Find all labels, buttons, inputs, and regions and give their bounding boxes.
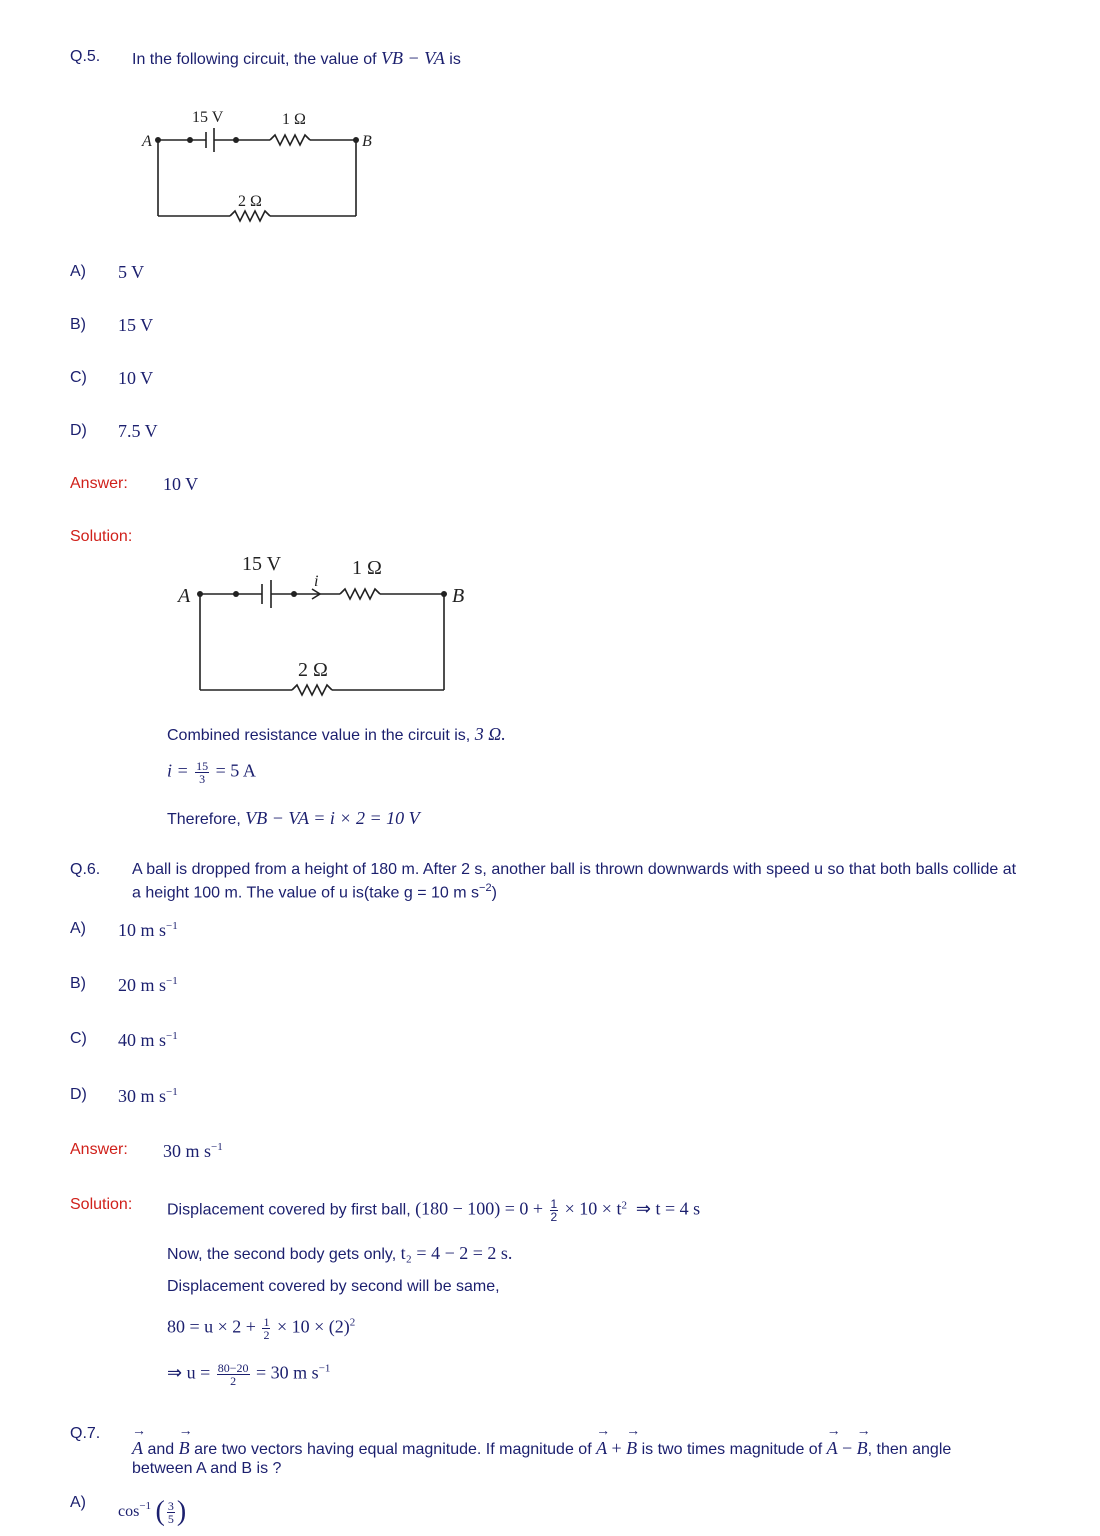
q6-answer-label: Answer: <box>70 1141 128 1158</box>
q6-solution-line3: Displacement covered by second will be same, <box>167 1278 500 1295</box>
q5-option-b-label[interactable]: B) <box>70 316 86 333</box>
q7-vec-a-2: → A <box>596 1438 607 1459</box>
q6-option-d-exp: −1 <box>166 1086 178 1098</box>
q7-vec-b-3: → B <box>857 1438 868 1459</box>
q7-text-6: , then angle <box>867 1441 952 1458</box>
q5-sol-current-label: i <box>314 573 319 590</box>
q6-stem-exp: −2 <box>479 882 492 894</box>
q7-open-paren: ( <box>155 1496 165 1527</box>
q6-stem-end: ) <box>491 884 497 902</box>
q5-solution-line3 <box>167 808 420 829</box>
q5-solution-line1 <box>167 724 506 745</box>
q6-option-a-text: 10 m s <box>118 920 167 940</box>
q6-sol-line1-expr-c: ⇒ t = 4 s <box>635 1198 701 1219</box>
q7-text-2: are two vectors having equal magnitude. If magnitude of <box>194 1441 592 1458</box>
q5-sol-battery-label: 15 V <box>242 553 282 575</box>
q6-sol-line5-exp: −1 <box>318 1362 331 1375</box>
q6-sol-line1-half <box>550 1198 559 1223</box>
q7-option-a-fn-exp: −1 <box>139 1500 152 1513</box>
q6-option-a-value[interactable] <box>118 920 178 941</box>
q6-sol-line4-a: 80 = u × 2 + <box>167 1316 256 1337</box>
q6-stem-line1: A ball is dropped from a height of 180 m. After 2 s, another ball is thrown downwards with speed u so that both balls collide at <box>132 861 1017 878</box>
q5-sol-r-bottom-label: 2 Ω <box>298 659 328 681</box>
q5-sol-line3-expr: VB − VA = i × 2 = 10 V <box>245 808 420 828</box>
q6-solution-line4 <box>167 1316 355 1341</box>
q5-sol-r-top-label: 1 Ω <box>352 557 382 579</box>
q7-plus: + <box>611 1438 622 1458</box>
q7-vec-b-2: → B <box>626 1438 637 1459</box>
q7-option-a-frac <box>167 1500 175 1525</box>
q6-sol4-half-num: 1 <box>263 1315 270 1329</box>
q7-minus: − <box>842 1438 853 1458</box>
q6-sol-line4-b: × 10 × (2) <box>276 1316 350 1337</box>
q6-option-a-exp: −1 <box>166 920 178 932</box>
q5-stem-expr: VB − VA <box>381 48 445 68</box>
q6-sol-line5-a: ⇒ u = <box>167 1362 211 1383</box>
q6-solution-line2 <box>167 1243 512 1264</box>
q6-sol-half-den: 2 <box>550 1210 558 1224</box>
q5-number: Q.5. <box>70 48 101 65</box>
q6-option-b-value[interactable] <box>118 975 178 996</box>
q6-sol-line1-text: Displacement covered by first ball, <box>167 1201 411 1219</box>
q5-sol-line1-text: Combined resistance value in the circuit is, <box>167 727 471 744</box>
q5-node-b: B <box>362 133 372 150</box>
q5-sol-node-a: A <box>178 585 191 607</box>
q6-sol-line1-expr-b: × 10 × t <box>564 1198 622 1219</box>
q6-option-c-exp: −1 <box>166 1030 178 1042</box>
q6-option-b-text: 20 m s <box>118 975 167 995</box>
q7-option-a-value[interactable] <box>118 1496 186 1528</box>
q6-answer-value <box>163 1141 223 1162</box>
q6-sol-line4-half <box>262 1316 270 1341</box>
q5-stem <box>132 48 461 69</box>
q6-option-d-label[interactable]: D) <box>70 1086 87 1103</box>
q6-sol-line5-b: = 30 m s <box>256 1362 319 1383</box>
q7-text-4: is two times magnitude of <box>641 1441 823 1458</box>
q6-sol-line2-text: Now, the second body gets only, <box>167 1246 397 1263</box>
q6-sol5-den: 2 <box>230 1374 237 1388</box>
q6-solution-line1 <box>167 1198 700 1223</box>
q7-vec-a: → A <box>132 1438 143 1459</box>
q6-stem-line2 <box>132 882 497 902</box>
q5-sol-node-b: B <box>452 585 465 607</box>
q6-sol4-half-den: 2 <box>263 1328 270 1342</box>
q7-vec-b: → B <box>179 1438 190 1459</box>
q7-option-a-label[interactable]: A) <box>70 1494 86 1511</box>
q5-sol-fraction <box>195 760 209 785</box>
q5-stem-suffix: is <box>449 51 461 68</box>
q6-option-b-label[interactable]: B) <box>70 975 86 992</box>
q6-sol-line2-expr: t₂ = 4 − 2 = 2 s. <box>400 1243 513 1263</box>
q6-sol-line4-sq: 2 <box>349 1316 356 1329</box>
q5-solution-circuit-diagram <box>170 548 470 698</box>
q5-circuit-diagram <box>130 100 390 230</box>
q5-sol-frac-num: 15 <box>196 759 209 773</box>
q5-stem-prefix: In the following circuit, the value of <box>132 51 377 68</box>
q5-battery-label: 15 V <box>192 109 224 126</box>
q7-close-paren: ) <box>176 1496 187 1527</box>
q5-option-d-label[interactable]: D) <box>70 422 87 439</box>
q5-answer-label: Answer: <box>70 475 128 492</box>
q6-answer-exp: −1 <box>211 1141 223 1153</box>
q5-solution-line2 <box>167 760 256 785</box>
q6-answer-text: 30 m s <box>163 1141 212 1161</box>
q5-option-a-value[interactable]: 5 V <box>118 262 145 282</box>
q6-option-c-label[interactable]: C) <box>70 1030 87 1047</box>
q7-text-and: and <box>147 1441 175 1458</box>
q7-number: Q.7. <box>70 1425 101 1442</box>
q7-frac-num: 3 <box>167 1498 174 1513</box>
q6-number: Q.6. <box>70 861 101 878</box>
q6-option-a-label[interactable]: A) <box>70 920 86 937</box>
q5-sol-line3-prefix: Therefore, <box>167 811 241 828</box>
q5-option-d-value[interactable]: 7.5 V <box>118 421 158 441</box>
q6-option-c-value[interactable] <box>118 1030 178 1051</box>
q5-r-top-label: 1 Ω <box>282 111 306 128</box>
q5-sol-line2-rhs: = 5 A <box>215 760 256 781</box>
q7-frac-den: 5 <box>167 1511 174 1526</box>
q6-option-d-value[interactable] <box>118 1086 178 1107</box>
q5-option-b-value[interactable]: 15 V <box>118 315 154 335</box>
q7-stem-line1 <box>132 1438 951 1459</box>
q7-vec-a-3: → A <box>827 1438 838 1459</box>
q5-answer-value: 10 V <box>163 474 199 494</box>
q5-sol-line1-value: 3 Ω. <box>474 724 506 744</box>
q5-option-a-label[interactable]: A) <box>70 263 86 280</box>
q5-node-a: A <box>142 133 152 150</box>
q5-option-c-label[interactable]: C) <box>70 369 87 386</box>
q6-solution-line5 <box>167 1362 330 1387</box>
q5-r-bottom-label: 2 Ω <box>238 193 262 210</box>
q6-option-c-text: 40 m s <box>118 1030 167 1050</box>
q5-sol-frac-den: 3 <box>199 772 206 786</box>
q7-stem-line2: between A and B is ? <box>132 1460 282 1477</box>
q6-stem-line2-text: a height 100 m. The value of u is(take g = 10 m s <box>132 884 480 902</box>
q7-option-a-fn: cos <box>118 1503 140 1521</box>
q6-option-d-text: 30 m s <box>118 1086 167 1106</box>
q6-sol-line1-sq: 2 <box>621 1199 627 1212</box>
q6-sol-line5-frac <box>217 1362 250 1387</box>
q5-solution-label: Solution: <box>70 528 133 545</box>
q6-option-b-exp: −1 <box>166 975 178 987</box>
q6-sol-line1-expr-a: (180 − 100) = 0 + <box>415 1198 544 1219</box>
q6-sol5-num: 80−20 <box>217 1361 249 1375</box>
q5-sol-line2-lhs: i = <box>167 760 189 781</box>
q5-option-c-value[interactable]: 10 V <box>118 368 154 388</box>
q6-solution-label: Solution: <box>70 1196 133 1213</box>
q6-sol-half-num: 1 <box>550 1197 558 1211</box>
